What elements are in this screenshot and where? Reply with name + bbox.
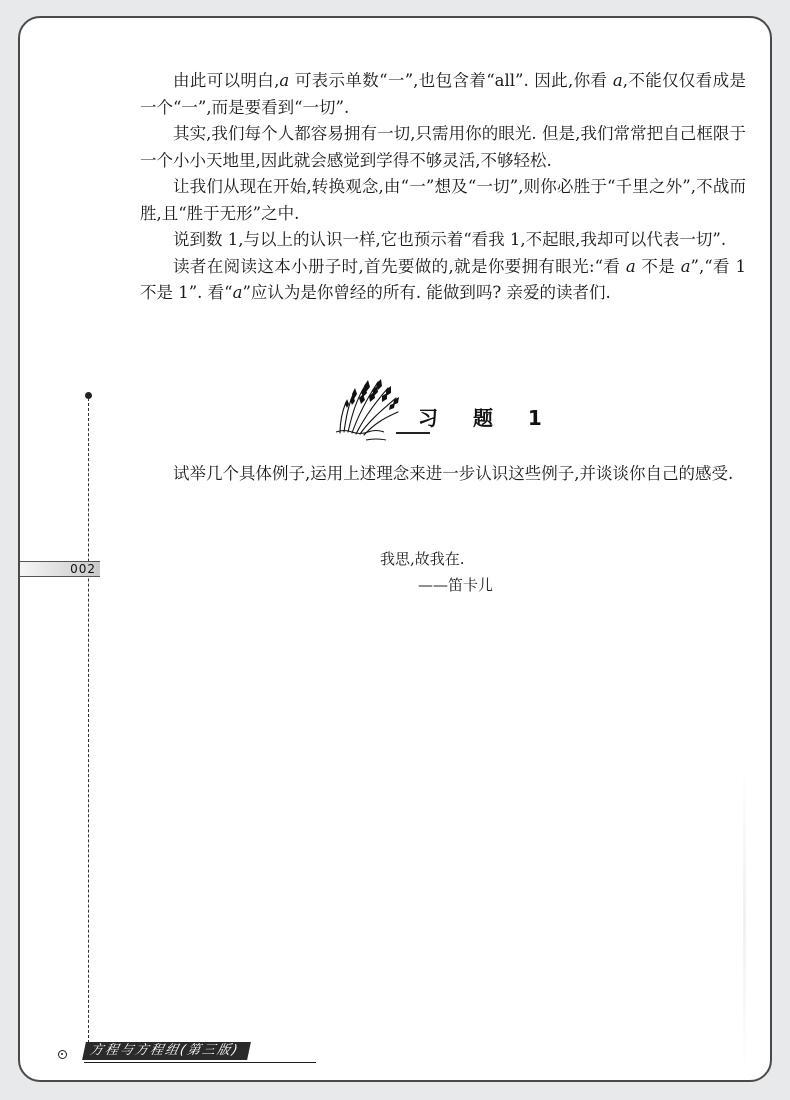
math-variable: a	[680, 256, 691, 276]
quote-author: ——笛卡儿	[418, 576, 494, 594]
exercise-title: 习 题 1	[418, 406, 556, 430]
paragraph-text: 可表示单数“一”,也包含着“all”. 因此,你看	[289, 71, 613, 90]
body-paragraph	[140, 254, 746, 307]
math-variable: a	[625, 256, 636, 276]
paragraph-text: ,不能仅仅看成是一个“一”,而是要看到“一切”.	[140, 71, 746, 117]
page-number-tab	[20, 561, 100, 577]
paragraph-text: ”应认为是你曾经的所有. 能做到吗? 亲爱的读者们.	[242, 283, 611, 302]
math-variable: a	[279, 71, 290, 90]
footer	[58, 1040, 328, 1064]
footer-book-title: 方程与方程组(第三版)	[82, 1042, 251, 1060]
body-paragraph	[140, 68, 746, 121]
paragraph-text: 其实,我们每个人都容易拥有一切,只需用你的眼光. 但是,我们常常把自己框限于一个小小天地里,因此就会感觉到学得不够灵活,不够轻松.	[140, 124, 746, 170]
body-paragraph	[140, 227, 746, 254]
quote-block	[380, 546, 493, 598]
margin-dashed-line	[88, 398, 89, 1048]
quote-text: 我思,故我在.	[380, 550, 465, 568]
body-text	[140, 68, 746, 307]
paragraph-text: 说到数 1,与以上的认识一样,它也预示着“看我 1,不起眼,我却可以代表一切”.	[173, 230, 727, 249]
heading-underline	[396, 432, 430, 434]
page-number: 002	[70, 562, 96, 576]
paragraph-text: ”,“看 1 不是 1”. 看“	[140, 256, 747, 302]
circle-dot-icon	[58, 1050, 67, 1059]
math-variable: a	[612, 71, 623, 90]
paragraph-text: 读者在阅读这本小册子时,首先要做的,就是你要拥有眼光:“看	[173, 256, 626, 276]
math-variable: a	[232, 283, 243, 302]
paragraph-text: 由此可以明白,	[173, 71, 280, 90]
scan-shadow	[743, 758, 746, 1078]
paragraph-text: 让我们从现在开始,转换观念,由“一”想及“一切”,则你必胜于“千里之外”,不战而胜,且“胜于无形”之中.	[140, 177, 746, 223]
exercise-text	[140, 461, 746, 488]
exercise-paragraph: 试举几个具体例子,运用上述理念来进一步认识这些例子,并谈谈你自己的感受.	[173, 464, 734, 483]
book-page	[18, 16, 772, 1082]
paragraph-text: 不是	[635, 256, 681, 276]
body-paragraph	[140, 121, 746, 174]
exercise-heading	[326, 370, 556, 450]
footer-rule	[84, 1062, 316, 1063]
body-paragraph	[140, 174, 746, 227]
